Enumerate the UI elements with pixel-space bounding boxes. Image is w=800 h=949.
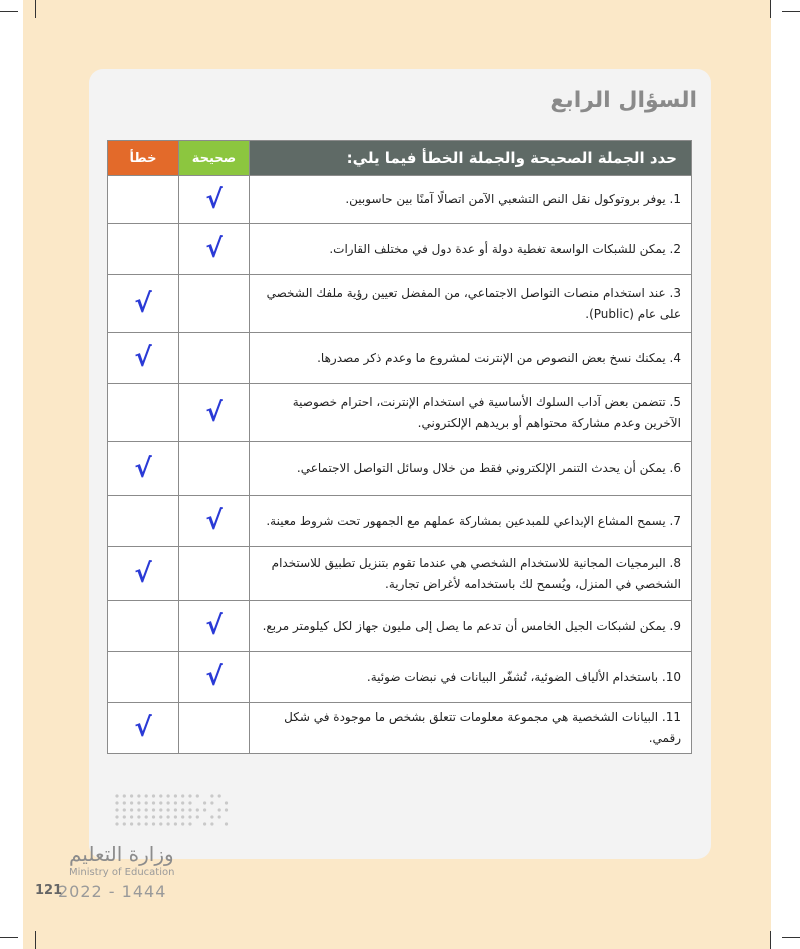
false-answer-cell: [108, 496, 179, 547]
false-answer-cell: [108, 275, 179, 333]
check-mark-icon: √: [205, 234, 223, 264]
true-answer-cell: [179, 601, 250, 652]
statement-cell: 9. يمكن لشبكات الجيل الخامس أن تدعم ما يصل إلى مليون جهاز لكل كيلومتر مربع.: [250, 601, 692, 652]
false-answer-cell: [108, 176, 179, 224]
edition-year: 2022 - 1444: [58, 882, 167, 901]
true-answer-cell: [179, 176, 250, 224]
question-column-header: حدد الجملة الصحيحة والجملة الخطأ فيما يلي:: [250, 141, 692, 176]
page-margin-strip: [771, 0, 800, 949]
true-answer-cell: [179, 547, 250, 601]
statement-cell: 2. يمكن للشبكات الواسعة تغطية دولة أو عدة دول في مختلف القارات.: [250, 224, 692, 275]
statement-cell: 6. يمكن أن يحدث التنمر الإلكتروني فقط من خلال وسائل التواصل الاجتماعي.: [250, 442, 692, 496]
statement-cell: 3. عند استخدام منصات التواصل الاجتماعي، من المفضل تعيين رؤية ملفك الشخصي على عام (Public).: [250, 275, 692, 333]
statement-cell: 8. البرمجيات المجانية للاستخدام الشخصي هي عندما تقوم بتنزيل تطبيق للاستخدام الشخصي في المنزل، ويُسمح لك باستخدامه لأغراض تجارية.: [250, 547, 692, 601]
crop-mark: [782, 11, 800, 12]
statement-cell: 5. تتضمن بعض آداب السلوك الأساسية في استخدام الإنترنت، احترام خصوصية الآخرين وعدم مشاركة محتواهم أو بريدهم الإلكتروني.: [250, 384, 692, 442]
table-row: [108, 224, 692, 275]
table-row: [108, 333, 692, 384]
table-row: [108, 547, 692, 601]
crop-mark: [0, 11, 18, 12]
table-row: [108, 384, 692, 442]
true-answer-cell: [179, 442, 250, 496]
check-mark-icon: √: [134, 453, 152, 484]
true-answer-cell: [179, 703, 250, 754]
check-mark-icon: √: [205, 184, 223, 215]
statement-cell: 11. البيانات الشخصية هي مجموعة معلومات تتعلق بشخص ما موجودة في شكل رقمي.: [250, 703, 692, 754]
false-column-header: خطأ: [108, 141, 179, 176]
table-row: [108, 496, 692, 547]
check-mark-icon: √: [205, 506, 223, 536]
true-answer-cell: [179, 496, 250, 547]
ministry-logo-english: Ministry of Education: [69, 867, 175, 878]
decorative-dot-pattern: [113, 792, 233, 828]
check-mark-icon: √: [134, 713, 152, 743]
false-answer-cell: [108, 442, 179, 496]
crop-mark: [0, 937, 18, 938]
crop-mark: [35, 931, 36, 949]
ministry-logo-arabic: وزارة التعليم: [69, 842, 174, 866]
false-answer-cell: [108, 547, 179, 601]
table-row: [108, 442, 692, 496]
crop-mark: [770, 0, 771, 18]
true-answer-cell: [179, 224, 250, 275]
check-mark-icon: √: [205, 397, 223, 428]
table-row: [108, 601, 692, 652]
crop-mark: [770, 931, 771, 949]
check-mark-icon: √: [205, 611, 223, 641]
true-column-header: صحيحة: [179, 141, 250, 176]
table-row: [108, 275, 692, 333]
true-answer-cell: [179, 652, 250, 703]
table-row: [108, 652, 692, 703]
false-answer-cell: [108, 224, 179, 275]
false-answer-cell: [108, 333, 179, 384]
true-answer-cell: [179, 333, 250, 384]
table-header-row: [108, 141, 692, 176]
statement-cell: 4. يمكنك نسخ بعض النصوص من الإنترنت لمشروع ما وعدم ذكر مصدرها.: [250, 333, 692, 384]
false-answer-cell: [108, 703, 179, 754]
check-mark-icon: √: [205, 662, 223, 692]
check-mark-icon: √: [134, 558, 152, 589]
page-title: السؤال الرابع: [550, 88, 697, 113]
table-row: [108, 703, 692, 754]
check-mark-icon: √: [134, 343, 152, 373]
false-answer-cell: [108, 601, 179, 652]
crop-mark: [35, 0, 36, 18]
table-row: [108, 176, 692, 224]
true-answer-cell: [179, 384, 250, 442]
crop-mark: [782, 937, 800, 938]
statement-cell: 10. باستخدام الألياف الضوئية، تُشفّر البيانات في نبضات ضوئية.: [250, 652, 692, 703]
true-answer-cell: [179, 275, 250, 333]
false-answer-cell: [108, 652, 179, 703]
true-false-table: [107, 140, 692, 754]
false-answer-cell: [108, 384, 179, 442]
page-number: 121: [35, 883, 63, 898]
check-mark-icon: √: [134, 288, 152, 319]
statement-cell: 1. يوفر بروتوكول نقل النص التشعبي الآمن اتصالًا آمنًا بين حاسوبين.: [250, 176, 692, 224]
statement-cell: 7. يسمح المشاع الإبداعي للمبدعين بمشاركة عملهم مع الجمهور تحت شروط معينة.: [250, 496, 692, 547]
